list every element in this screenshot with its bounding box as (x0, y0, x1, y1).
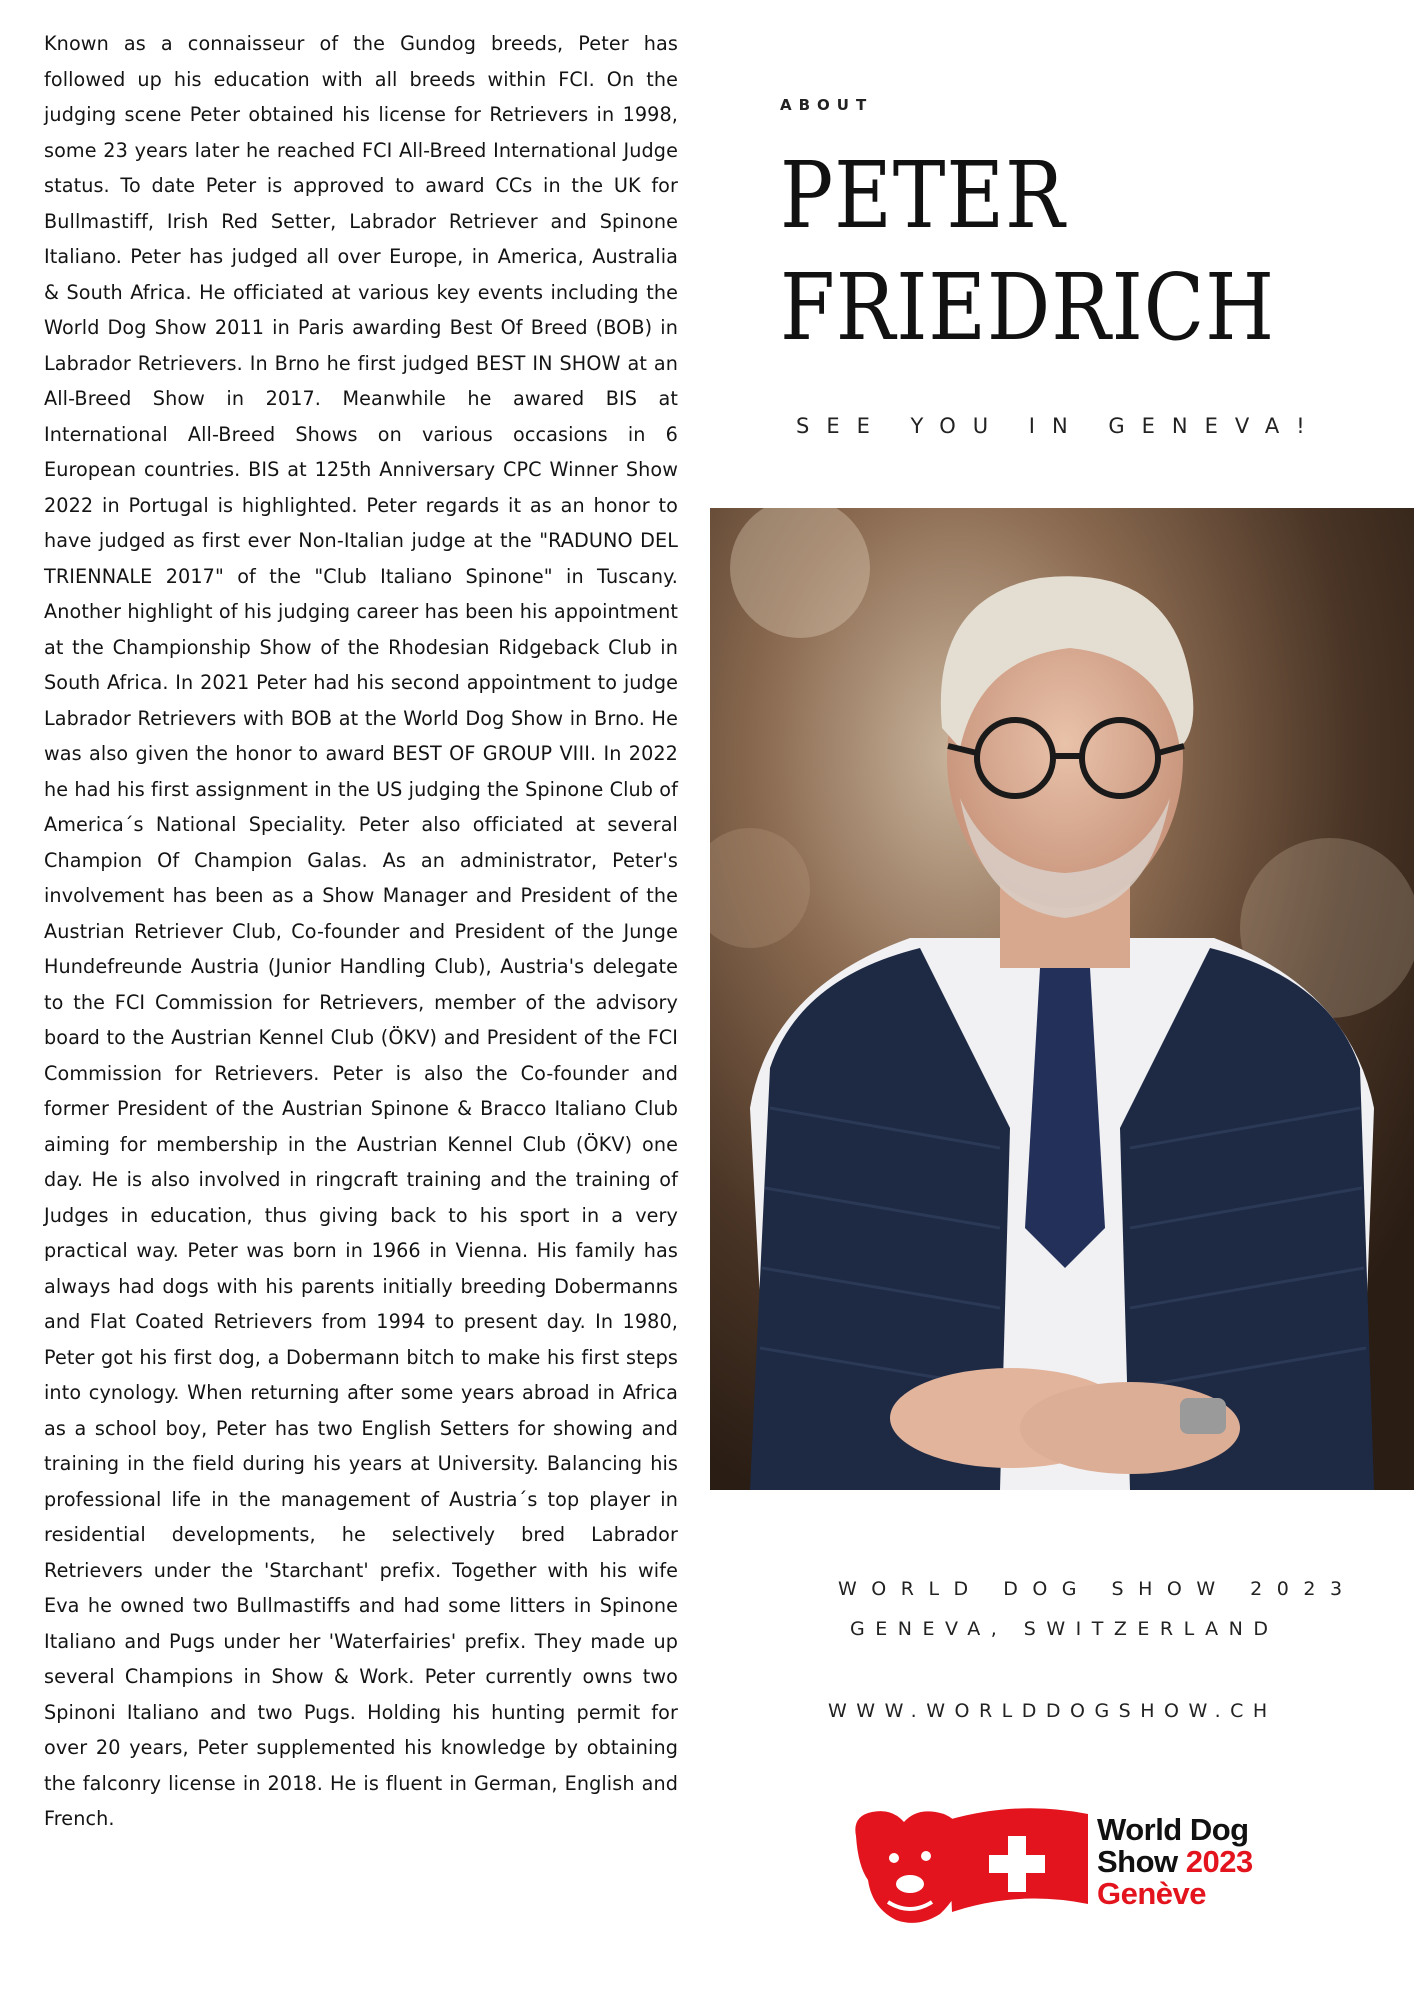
bio-text: Known as a connaisseur of the Gundog breeds, Peter has followed up his education with all breeds within FCI. On the judging scene Peter obtained his license for Retrievers in 1998, some 23 years later he reached FCI All-Breed International Judge status. To date Peter is approved to award CCs in the UK for Bullmastiff, Irish Red Setter, Labrador Retriever and Spinone Italiano. Peter has judged all over Europe, in America, Australia & South Africa. He officiated at various key events including the World Dog Show 2011 in Paris awarding Best Of Breed (BOB) in Labrador Retrievers. In Brno he first judged BEST IN SHOW at an All-Breed Show in 2017. Meanwhile he awared BIS at International All-Breed Shows on various occasions in 6 European countries. BIS at 125th Anniversary CPC Winner Show 2022 in Portugal is highlighted. Peter regards it as an honor to have judged as first ever Non-Italian judge at the "RADUNO DEL TRIENNALE 2017" of the "Club Italiano Spinone" in Tuscany. Another highlight of his judging career has been his appointment at the Championship Show of the Rhodesian Ridgeback Club in South Africa. In 2021 Peter had his second appointment to judge Labrador Retrievers with BOB at the World Dog Show in Brno. He was also given the honor to award BEST OF GROUP VIII. In 2022 he had his first assignment in the US judging the Spinone Club of America´s National Speciality. Peter also officiated at several Champion Of Champion Galas. As an administrator, Peter's involvement has been as a Show Manager and President of the Austrian Retriever Club, Co-founder and President of the Junge Hundefreunde Austria (Junior Handling Club), Austria's delegate to the FCI Commission for Retrievers, member of the advisory board to the Austrian Kennel Club (ÖKV) and President of the FCI Commission for Retrievers. Peter is also the Co-founder and former President of the Austrian Spinone & Bracco Italiano Club aiming for membership in the Austrian Kennel Club (ÖKV) one day. He is also involved in ringcraft training and the training of Judges in education, thus giving back to his sport in a very practical way. Peter was born in 1966 in Vienna. His family has always had dogs with his parents initially breeding Dobermanns and Flat Coated Retrievers from 1994 to present day. In 1980, Peter got his first dog, a Dobermann bitch to make his first steps into cynology. When returning after some years abroad in Africa as a school boy, Peter has two English Setters for showing and training in the field during his years at University. Balancing his professional life in the management of Austria´s top player in residential developments, he selectively bred Labrador Retrievers under the 'Starchant' prefix. Together with his wife Eva he owned two Bullmastiffs and had some litters in Spinone Italiano and Pugs under her 'Waterfairies' prefix. They made up several Champions in Show & Work. Peter currently owns two Spinoni Italiano and two Pugs. Holding his hunting permit for over 20 years, Peter supplemented his knowledge by obtaining the falconry license in 2018. He is fluent in German, English and French. (44, 32, 678, 1830)
event-website-link[interactable]: WWW.WORLDDOGSHOW.CH (828, 1700, 1277, 1722)
portrait-photo (710, 508, 1414, 1490)
logo-line-3-city: Genève (1097, 1876, 1207, 1911)
judge-name (780, 140, 1296, 364)
logo-line-2-year: 2023 (1185, 1844, 1253, 1879)
first-name: PETER (780, 142, 1066, 249)
about-label: ABOUT (780, 96, 874, 114)
tagline: SEE YOU IN GENEVA! (796, 414, 1322, 438)
logo-line-2-show: Show (1097, 1844, 1178, 1879)
logo-wordmark (1097, 1814, 1253, 1910)
event-location: GENEVA, SWITZERLAND (850, 1618, 1279, 1640)
last-name: FRIEDRICH (780, 254, 1276, 361)
logo-line-1: World Dog (1097, 1812, 1249, 1847)
event-name: WORLD DOG SHOW 2023 (838, 1578, 1357, 1600)
portrait-illustration (710, 508, 1414, 1490)
